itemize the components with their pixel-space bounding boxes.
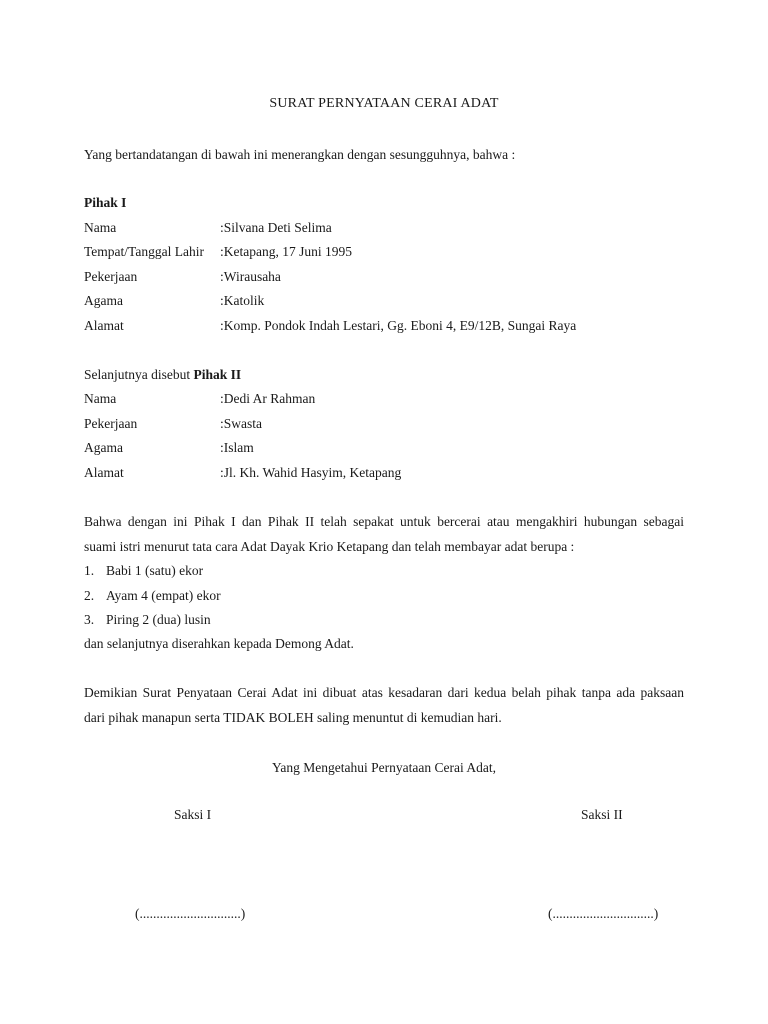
list-text: Babi 1 (satu) ekor bbox=[106, 563, 204, 578]
field-value: :Swasta bbox=[220, 416, 262, 431]
list-item bbox=[84, 563, 203, 579]
list-item bbox=[84, 612, 211, 628]
field-label: Alamat bbox=[84, 318, 124, 333]
document-title: SURAT PERNYATAAN CERAI ADAT bbox=[269, 96, 499, 111]
field-value: :Wirausaha bbox=[220, 269, 281, 284]
saksi-1-label: Saksi I bbox=[174, 807, 212, 822]
pihak1-heading: Pihak I bbox=[84, 195, 127, 210]
field-value: :Katolik bbox=[220, 293, 265, 308]
pihak2-heading-prefix: Selanjutnya disebut bbox=[84, 367, 194, 382]
statement-line-2: dari pihak manapun serta TIDAK BOLEH saling menuntut di kemudian hari. bbox=[84, 710, 502, 725]
field-value: :Ketapang, 17 Juni 1995 bbox=[220, 244, 352, 259]
list-number: 1. bbox=[84, 563, 95, 578]
field-label: Nama bbox=[84, 391, 117, 406]
agreement-line-2: suami istri menurut tata cara Adat Dayak Krio Ketapang dan telah membayar adat berupa : bbox=[84, 539, 575, 554]
saksi-2-signature-blank: (..............................) bbox=[548, 906, 659, 921]
list-number: 3. bbox=[84, 612, 95, 627]
intro-text: Yang bertandatangan di bawah ini menerangkan dengan sesungguhnya, bahwa : bbox=[84, 147, 516, 162]
field-label: Tempat/Tanggal Lahir bbox=[84, 244, 204, 259]
field-label: Pekerjaan bbox=[84, 416, 138, 431]
list-item bbox=[84, 588, 221, 604]
field-value: :Komp. Pondok Indah Lestari, Gg. Eboni 4, E9/12B, Sungai Raya bbox=[220, 318, 577, 333]
field-label: Nama bbox=[84, 220, 117, 235]
pihak2-heading bbox=[84, 367, 241, 383]
saksi-1-signature-blank: (..............................) bbox=[135, 906, 246, 921]
field-value: :Silvana Deti Selima bbox=[220, 220, 332, 235]
statement-line-1: Demikian Surat Penyataan Cerai Adat ini dibuat atas kesadaran dari kedua belah pihak tanpa ada paksaan bbox=[84, 685, 684, 700]
field-label: Agama bbox=[84, 293, 123, 308]
acknowledgement-text: Yang Mengetahui Pernyataan Cerai Adat, bbox=[272, 760, 496, 775]
list-text: Piring 2 (dua) lusin bbox=[106, 612, 211, 627]
agreement-closing: dan selanjutnya diserahkan kepada Demong Adat. bbox=[84, 636, 354, 651]
field-value: :Jl. Kh. Wahid Hasyim, Ketapang bbox=[220, 465, 402, 480]
field-value: :Islam bbox=[220, 440, 254, 455]
list-number: 2. bbox=[84, 588, 95, 603]
saksi-2-label: Saksi II bbox=[581, 807, 623, 822]
field-label: Agama bbox=[84, 440, 123, 455]
field-value: :Dedi Ar Rahman bbox=[220, 391, 316, 406]
pihak2-heading-bold: Pihak II bbox=[193, 367, 242, 382]
field-label: Pekerjaan bbox=[84, 269, 138, 284]
field-label: Alamat bbox=[84, 465, 124, 480]
agreement-line-1: Bahwa dengan ini Pihak I dan Pihak II telah sepakat untuk bercerai atau mengakhiri hubungan sebagai bbox=[84, 514, 684, 529]
list-text: Ayam 4 (empat) ekor bbox=[106, 588, 221, 603]
